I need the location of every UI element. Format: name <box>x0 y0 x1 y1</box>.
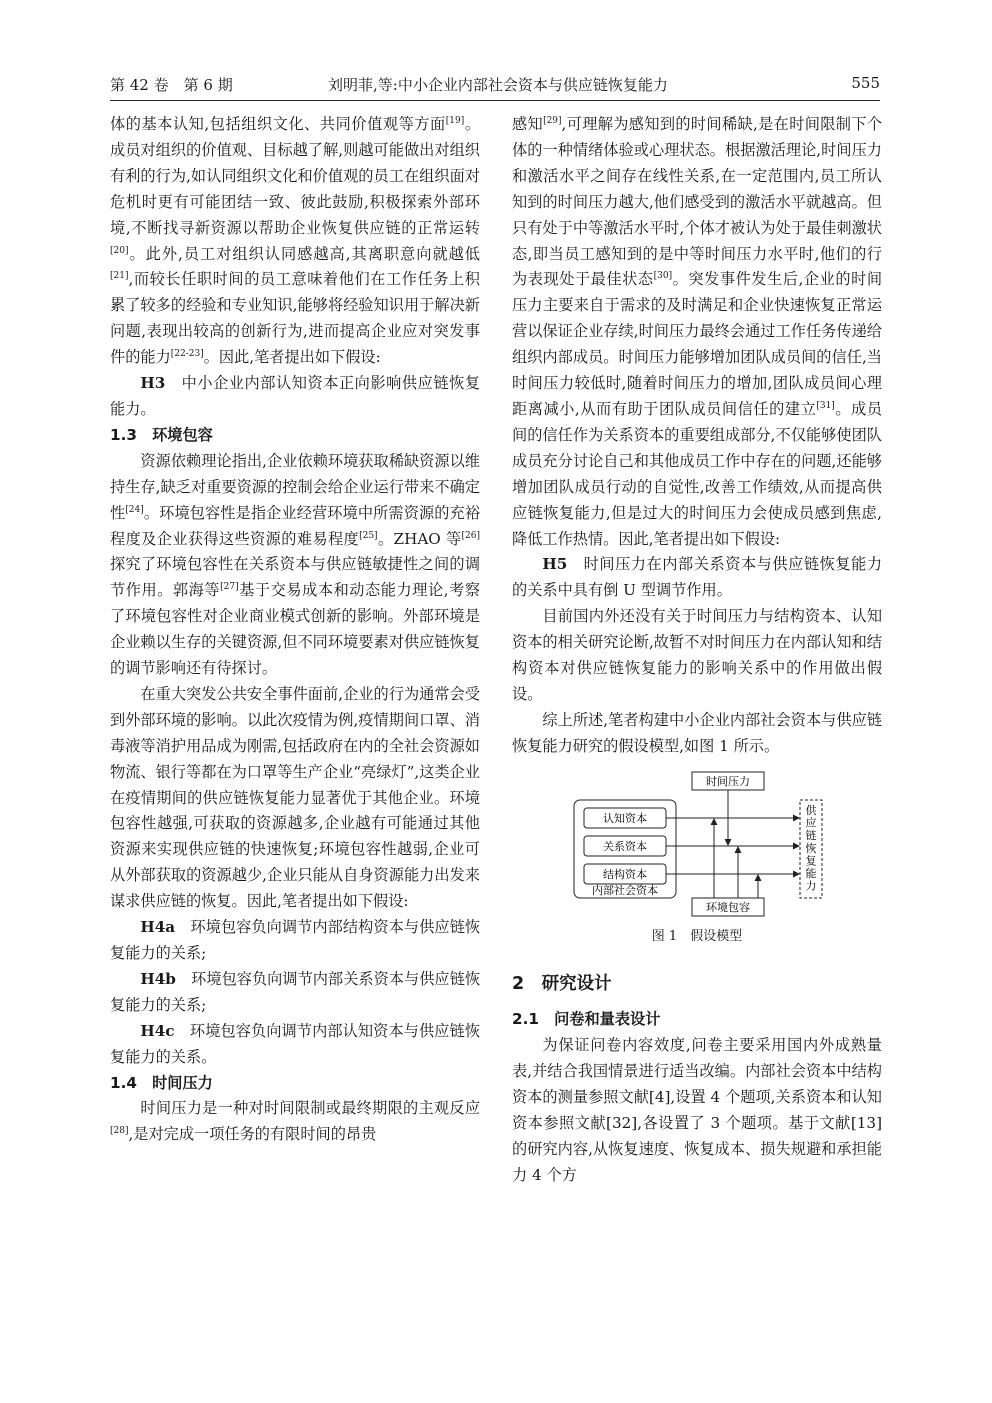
model-diagram <box>512 770 882 920</box>
outcome-char: 能 <box>805 866 817 880</box>
hypothesis-model-figure <box>512 770 882 920</box>
internal-capital-label: 内部社会资本 <box>592 883 658 897</box>
hypothesis-text: 环境包容负向调节内部结构资本与供应链恢复能力的关系; <box>110 918 480 962</box>
hypothesis-text: 时间压力在内部关系资本与供应链恢复能力的关系中具有倒 U 型调节作用。 <box>512 555 882 600</box>
time-pressure-label: 时间压力 <box>706 774 750 788</box>
hypothesis-label: H3 <box>140 374 166 393</box>
header-rule <box>110 100 880 101</box>
outcome-char: 链 <box>805 828 817 842</box>
left-column <box>110 112 480 1148</box>
hypothesis-label: H4b <box>140 969 176 988</box>
hypothesis-label: H4a <box>140 918 176 937</box>
hypothesis-h4c <box>110 1019 480 1071</box>
text: 。突发事件发生后,企业的时间压力主要来自于需求的及时满足和企业快速恢复正常运营以保证企业存续,时间压力最终会通过工作任务传递给组织内部成员。时间压力能够增加团队成员间的信任,当时间压力较低时,随着时间压力的增加,团队成员间心理距离减小,从而有助于团队成员间信任的建立 <box>512 270 883 418</box>
relational-capital-label: 关系资本 <box>603 839 647 853</box>
citation: [31] <box>816 400 835 411</box>
paragraph: 综上所述,笔者构建中小企业内部社会资本与供应链恢复能力研究的假设模型,如图 1 所示。 <box>512 710 882 755</box>
right-column <box>512 112 882 1189</box>
citation: [30] <box>653 271 673 282</box>
figure-caption: 图 1 假设模型 <box>651 928 743 944</box>
citation: [26] <box>461 530 481 541</box>
text: 。成员对组织的价值观、目标越了解,则越可能做出对组织有利的行为,如认同组织文化和价值观的员工在组织面对危机时更有可能团结一致、彼此鼓励,积极探索外部环境,不断找寻新资源以帮助企业恢复供应链的正常运转 <box>110 115 481 237</box>
text: 基于交易成本和动态能力理论,考察了环境包容性对企业商业模式创新的影响。外部环境是企业赖以生存的关键资源,但不同环境要素对供应链恢复的调节影响还有待探讨。 <box>110 581 481 678</box>
hypothesis-text: 环境包容负向调节内部关系资本与供应链恢复能力的关系; <box>110 969 480 1014</box>
outcome-char: 恢 <box>805 841 817 855</box>
paragraph: 为保证问卷内容效度,问卷主要采用国内外成熟量表,并结合我国情景进行适当改编。内部社会资本中结构资本的测量参照文献[4],设置 4 个题项,关系资本和认知资本参照文献[32],各设置了 3 个题项。基于文献[13]的研究内容,从恢复速度、恢复成本、损失规避和承担能力 4 个方 <box>512 1036 882 1184</box>
text: 体的基本认知,包括组织文化、共同价值观等方面 <box>110 115 446 133</box>
section-heading-2: 2 研究设计 <box>512 973 612 994</box>
hypothesis-h5 <box>512 552 882 604</box>
text: 。因此,笔者提出如下假设: <box>203 348 381 367</box>
outcome-char: 应 <box>805 816 817 830</box>
running-header <box>110 74 880 98</box>
cognitive-capital-label: 认知资本 <box>603 811 647 825</box>
env-munificence-label: 环境包容 <box>706 900 750 914</box>
running-title: 刘明菲,等:中小企业内部社会资本与供应链恢复能力 <box>328 76 668 94</box>
paragraph <box>512 112 882 552</box>
citation: [25] <box>359 530 378 541</box>
outcome-char: 力 <box>805 879 817 893</box>
paragraph: 目前国内外还没有关于时间压力与结构资本、认知资本的相关研究论断,故暂不对时间压力在内部认知和结构资本对供应链恢复能力的影响关系中的作用做出假设。 <box>512 607 882 703</box>
hypothesis-label: H5 <box>542 555 568 574</box>
paragraph: 在重大突发公共安全事件面前,企业的行为通常会受到外部环境的影响。以此次疫情为例,疫情期间口罩、消毒液等消护用品成为刚需,包括政府在内的全社会资源如物流、银行等都在为口罩等生产企业“亮绿灯”,这类企业在疫情期间的供应链恢复能力显著优于其他企业。环境包容性越强,可获取的资源越多,企业越有可能通过其他资源来实现供应链的快速恢复;环境包容性越弱,企业可从外部获取的资源越少,企业只能从自身资源能力出发来谋求供应链的恢复。因此,笔者提出如下假设: <box>110 684 480 911</box>
text: 探究了环境包容性在关系资本与供应链敏捷性之间的调节作用。郭海等 <box>110 555 480 600</box>
text: ,可理解为感知到的时间稀缺,是在时间限制下个体的一种情绪体验或心理状态。根据激活理论,时间压力和激活水平之间存在线性关系,在一定范围内,员工所认知到的时间压力越大,他们感受到的激活水平就越高。但只有处于中等激活水平时,个体才被认为处于最佳刺激状态,即当员工感知到的是中等时间压力水平时,他们的行为表现处于最佳状态 <box>512 115 883 289</box>
text: 。成员间的信任作为关系资本的重要组成部分,不仅能够使团队成员充分讨论自己和其他成员工作中存在的问题,还能够增加团队成员行动的自觉性,改善工作绩效,从而提高供应链恢复能力,但是过大的时间压力会使成员感到焦虑,降低工作热情。因此,笔者提出如下假设: <box>512 399 883 548</box>
text: ,是对完成一项任务的有限时间的昂贵 <box>128 1125 377 1144</box>
structural-capital-label: 结构资本 <box>603 867 647 881</box>
text: 。此外,员工对组织认同感越高,其离职意向就越低 <box>128 244 480 263</box>
text: ,而较长任职时间的员工意味着他们在工作任务上积累了较多的经验和专业知识,能够将经验知识用于解决新问题,表现出较高的创新行为,进而提高企业应对突发事件的能力 <box>110 270 480 367</box>
citation: [24] <box>125 504 144 515</box>
text: 。环境包容性是指企业经营环境中所需资源的充裕程度及企业获得这些资源的难易程度 <box>110 503 481 548</box>
citation: [22-23] <box>170 349 204 360</box>
citation: [21] <box>110 271 129 282</box>
hypothesis-text: 中小企业内部认知资本正向影响供应链恢复能力。 <box>110 374 480 418</box>
page-number: 555 <box>851 74 880 92</box>
citation: [20] <box>110 245 129 256</box>
outcome-char: 复 <box>805 854 817 868</box>
hypothesis-h4a <box>110 915 480 967</box>
text: 资源依赖理论指出,企业依赖环境获取稀缺资源以维持生存,缺乏对重要资源的控制会给企业运行带来不确定性 <box>110 451 480 522</box>
hypothesis-h3 <box>110 371 480 423</box>
paragraph <box>110 449 480 682</box>
section-heading-1-4: 1.4 时间压力 <box>110 1073 213 1092</box>
paragraph <box>110 112 480 371</box>
section-heading-1-3: 1.3 环境包容 <box>110 425 213 444</box>
text: 时间压力是一种对时间限制或最终期限的主观反应 <box>140 1099 480 1118</box>
citation: [27] <box>220 582 239 593</box>
section-heading-2-1: 2.1 问卷和量表设计 <box>512 1010 661 1029</box>
citation: [19] <box>445 116 465 126</box>
hypothesis-label: H4c <box>140 1021 175 1040</box>
supply-chain-resilience-label <box>806 803 818 893</box>
text: 感知 <box>512 115 544 133</box>
journal-volume-issue: 第 42 卷 第 6 期 <box>110 76 233 94</box>
citation: [29] <box>543 116 562 126</box>
paragraph <box>110 1096 480 1148</box>
hypothesis-h4b <box>110 967 480 1019</box>
hypothesis-text: 环境包容负向调节内部认知资本与供应链恢复能力的关系。 <box>110 1021 480 1066</box>
text: 。ZHAO 等 <box>377 529 462 548</box>
outcome-char: 供 <box>805 803 817 817</box>
citation: [28] <box>110 1126 129 1137</box>
